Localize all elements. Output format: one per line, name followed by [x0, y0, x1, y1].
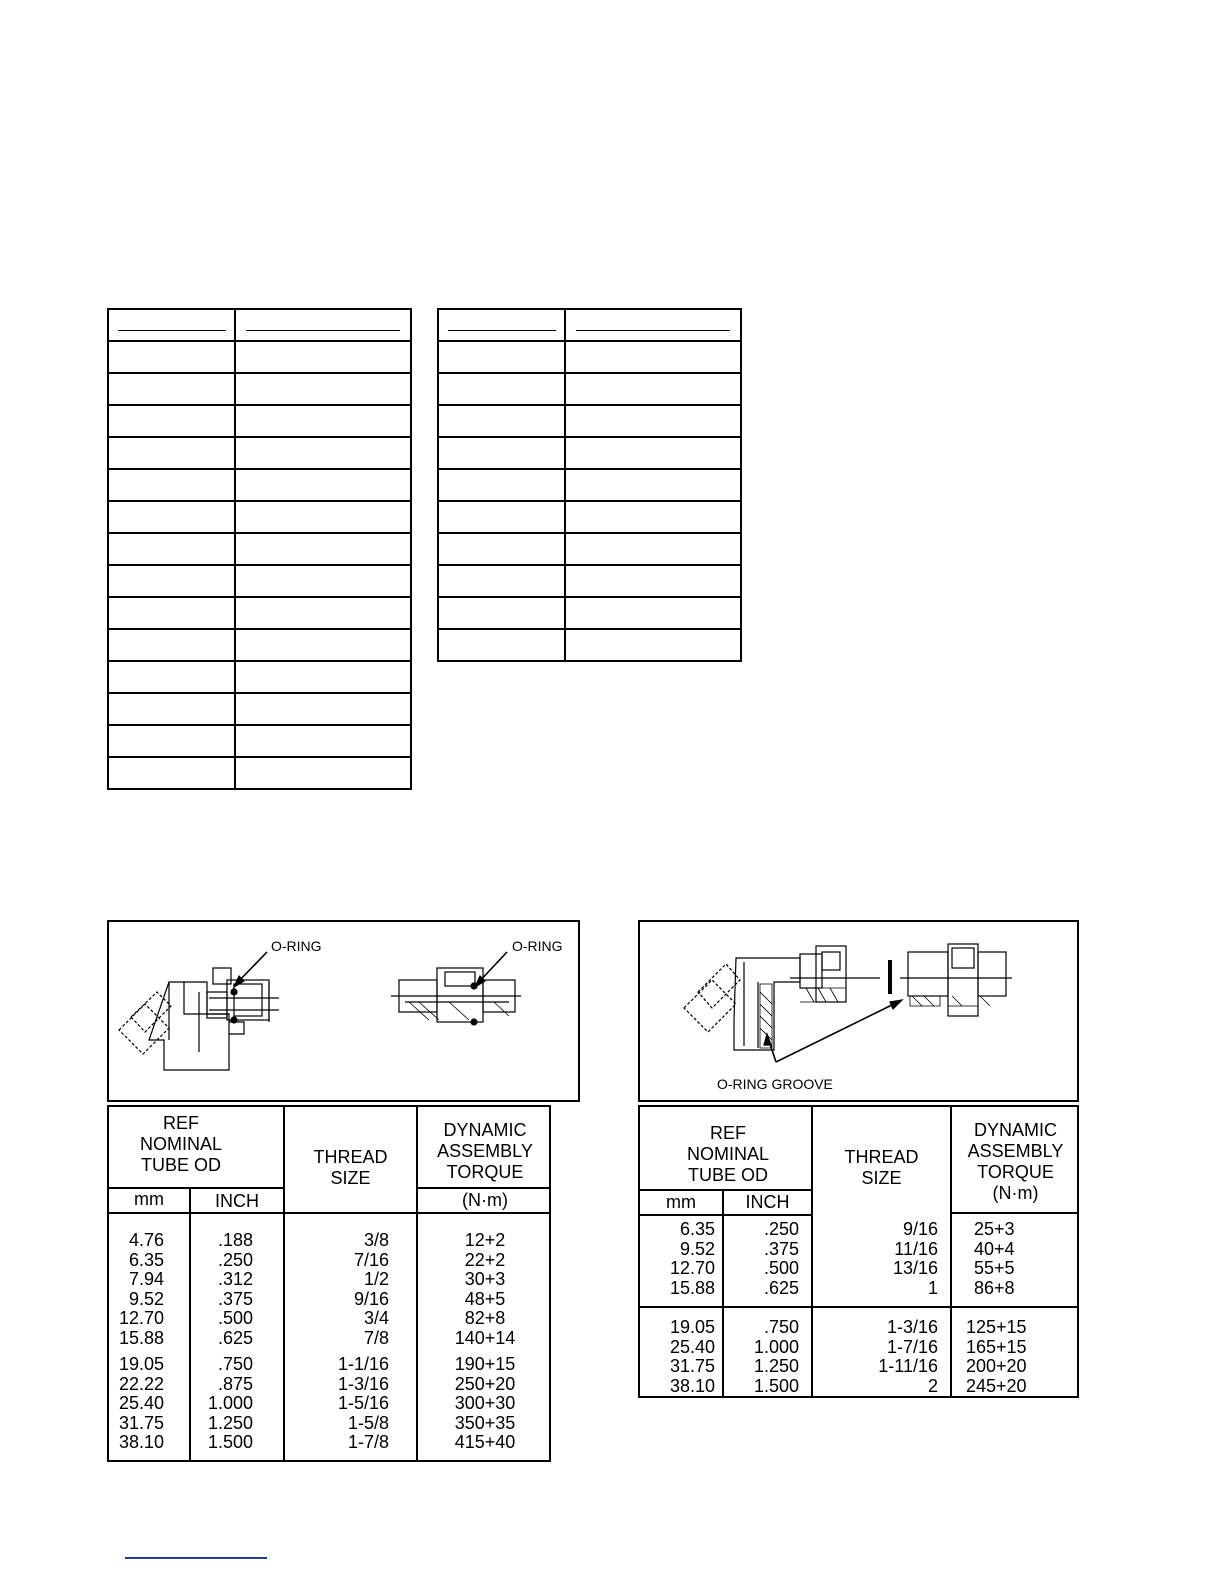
fitting-drawing-right	[638, 920, 1079, 1102]
cell: 22.22	[118, 1373, 164, 1394]
blank-table-right	[437, 308, 742, 662]
footer-link-underline[interactable]	[125, 1557, 267, 1559]
cell: .188	[217, 1230, 253, 1250]
cell: 415+40	[454, 1432, 516, 1452]
cell: 7/8	[363, 1327, 389, 1348]
header-inch: INCH	[745, 1192, 790, 1212]
col-torque-group2	[966, 1318, 1074, 1396]
cell: .625	[763, 1277, 799, 1298]
header-tube-od: TUBE OD	[140, 1155, 221, 1175]
cell: 7/16	[353, 1249, 389, 1270]
cell: 9.52	[128, 1288, 164, 1309]
cell: 12.70	[118, 1308, 164, 1328]
cell: 48+5	[464, 1288, 506, 1309]
cell: 25.40	[669, 1336, 715, 1357]
header-thread: THREAD	[844, 1147, 919, 1167]
cell: 350+35	[454, 1412, 516, 1433]
header-inch: INCH	[215, 1191, 259, 1211]
col-mm-group1	[109, 1231, 164, 1348]
cell: 165+15	[966, 1336, 1027, 1357]
cell: 1.250	[753, 1356, 799, 1376]
header-nominal: NOMINAL	[686, 1144, 769, 1164]
cell: 22+2	[464, 1249, 506, 1270]
cell: 1-5/8	[347, 1412, 389, 1433]
col-mm-group2	[109, 1355, 164, 1453]
cell: .500	[217, 1308, 253, 1328]
o-ring-callout-b: O-RING	[512, 938, 563, 954]
cell: 1.500	[207, 1432, 253, 1452]
cell: 6.35	[128, 1249, 164, 1270]
cell: 9.52	[679, 1238, 715, 1259]
cell: 31.75	[118, 1412, 164, 1433]
o-ring-callout-a: O-RING	[271, 938, 322, 954]
header-torque: TORQUE	[446, 1162, 524, 1182]
cell: 30+3	[464, 1269, 506, 1289]
header-mm: mm	[134, 1189, 164, 1209]
header-torque: TORQUE	[977, 1162, 1054, 1182]
cell: 40+4	[974, 1238, 1015, 1259]
torque-table-right	[638, 1105, 1079, 1398]
cell: .375	[217, 1288, 253, 1309]
col-mm-group1	[640, 1220, 715, 1298]
col-inch-group2	[191, 1355, 253, 1453]
cell: 1/2	[363, 1269, 389, 1289]
header-dynamic: DYNAMIC	[973, 1120, 1057, 1140]
cell: 38.10	[118, 1432, 164, 1452]
cell: 25.40	[118, 1393, 164, 1413]
header-size: SIZE	[330, 1168, 371, 1188]
cell: 25+3	[974, 1219, 1015, 1239]
header-size: SIZE	[861, 1168, 902, 1188]
cell: .750	[763, 1317, 799, 1337]
cell: 1.500	[753, 1375, 799, 1396]
cell: 19.05	[118, 1354, 164, 1374]
cell: 55+5	[974, 1258, 1015, 1278]
cell: .625	[217, 1327, 253, 1348]
cell: .750	[217, 1354, 253, 1374]
col-thread-group1	[813, 1220, 938, 1298]
cell: 12+2	[464, 1230, 506, 1250]
cell: 1-7/8	[347, 1432, 389, 1452]
col-torque-group2	[418, 1355, 552, 1453]
cell: 15.88	[669, 1277, 715, 1298]
header-dynamic: DYNAMIC	[443, 1120, 527, 1140]
elbow-fitting-with-groove-illustration	[640, 922, 1081, 1104]
cell: 1.000	[207, 1393, 253, 1413]
cell: 125+15	[966, 1317, 1027, 1337]
cell: 6.35	[679, 1219, 715, 1239]
cell: 1-5/16	[337, 1393, 389, 1413]
fitting-drawing-left	[107, 920, 580, 1102]
cell: 200+20	[966, 1356, 1027, 1376]
header-tube-od: TUBE OD	[687, 1165, 768, 1185]
header-assembly: ASSEMBLY	[437, 1141, 533, 1161]
cell: .375	[763, 1238, 799, 1259]
cell: 82+8	[464, 1308, 506, 1328]
header-nominal: NOMINAL	[139, 1134, 222, 1154]
col-mm-group2	[640, 1318, 715, 1396]
cell: 1-11/16	[878, 1356, 938, 1376]
cell: 38.10	[669, 1375, 715, 1396]
cell: 11/16	[894, 1238, 938, 1259]
cell: 31.75	[669, 1356, 715, 1376]
cell: 1.250	[207, 1412, 253, 1433]
header-mm: mm	[666, 1192, 696, 1212]
col-thread-group2	[813, 1318, 938, 1396]
header-ref: REF	[710, 1123, 746, 1143]
cell: 245+20	[966, 1375, 1027, 1396]
cell: 250+20	[454, 1373, 516, 1394]
header-unit: (N·m)	[992, 1183, 1039, 1203]
cell: 140+14	[454, 1327, 516, 1348]
header-ref: REF	[163, 1113, 199, 1133]
col-inch-group2	[724, 1318, 799, 1396]
cell: 9/16	[353, 1288, 389, 1309]
col-torque-group1	[974, 1220, 1074, 1298]
cell: .875	[217, 1373, 253, 1394]
cell: 1	[927, 1277, 938, 1298]
cell: 3/4	[363, 1308, 389, 1328]
blank-table-left	[107, 308, 412, 790]
cell: 19.05	[669, 1317, 715, 1337]
cell: 1-7/16	[886, 1336, 938, 1357]
header-assembly: ASSEMBLY	[967, 1141, 1064, 1161]
col-torque-group1	[418, 1231, 552, 1348]
cell: 13/16	[892, 1258, 938, 1278]
cell: 7.94	[128, 1269, 164, 1289]
cell: 86+8	[974, 1277, 1015, 1298]
cell: 300+30	[454, 1393, 516, 1413]
cell: 190+15	[454, 1354, 516, 1374]
cell: 12.70	[669, 1258, 715, 1278]
cell: 1.000	[753, 1336, 799, 1357]
torque-table-left	[107, 1105, 551, 1462]
cell: 1-1/16	[337, 1354, 389, 1374]
col-thread-group2	[285, 1355, 389, 1453]
col-thread-group1	[285, 1231, 389, 1348]
cell: .250	[763, 1219, 799, 1239]
header-unit: (N·m)	[462, 1190, 508, 1210]
col-inch-group1	[191, 1231, 253, 1348]
cell: 3/8	[363, 1230, 389, 1250]
cell: .250	[217, 1249, 253, 1270]
o-ring-groove-callout: O-RING GROOVE	[717, 1076, 833, 1092]
cell: 9/16	[902, 1219, 938, 1239]
cell: .312	[217, 1269, 253, 1289]
cell: 15.88	[118, 1327, 164, 1348]
cell: 4.76	[128, 1230, 164, 1250]
col-inch-group1	[724, 1220, 799, 1298]
cell: 1-3/16	[886, 1317, 938, 1337]
cell: 1-3/16	[337, 1373, 389, 1394]
cell: .500	[763, 1258, 799, 1278]
header-thread: THREAD	[313, 1147, 388, 1167]
cell: 2	[927, 1375, 938, 1396]
